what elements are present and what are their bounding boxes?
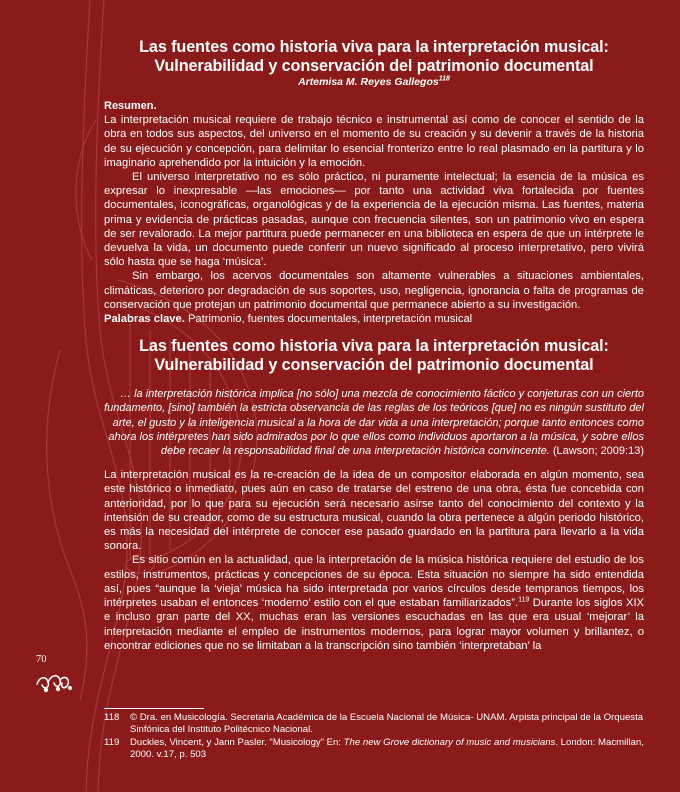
article-title: Las fuentes como historia viva para la interpretación musical: Vulnerabilidad y conservación del patrimonio documental bbox=[139, 38, 609, 75]
article-author bbox=[104, 76, 644, 89]
epigraph-citation: (Lawson; 2009:13) bbox=[552, 445, 644, 458]
author-name: Artemisa M. Reyes Gallegos bbox=[298, 76, 439, 88]
abstract-paragraph-1: La interpretación musical requiere de trabajo técnico e instrumental así como de conocer el sentido de la obra en todos sus aspectos, del universo en el momento de su creación y su devenir a través de la historia de su ejecución y concepción, para delimitar lo esencial fronterizo entre lo real plasmado en la partitura y lo imaginario aprehendido por la intuición y la emoción. bbox=[104, 114, 644, 169]
footnote-text: © Dra. en Musicología. Secretaria Académica de la Escuela Nacional de Música- UNAM. Arpista principal de la Orquesta Sinfónica del Instituto Politécnico Nacional. bbox=[130, 712, 644, 735]
footnote-text-end: . London: Macmillan, 2000. v.17, p. 503 bbox=[130, 737, 644, 760]
keywords-text: Patrimonio, fuentes documentales, interpretación musical bbox=[187, 313, 473, 326]
abstract-label: Resumen. bbox=[104, 100, 157, 112]
footnotes bbox=[104, 712, 644, 762]
author-footnote-ref[interactable]: 118 bbox=[438, 75, 450, 83]
abstract-paragraph-3: Sin embargo, los acervos documentales son altamente vulnerables a situaciones ambientales, climáticas, deterioro por degradación de sus soportes, uso, negligencia, ignorancia o falta de programas de conservación que protejan un patrimonio documental que permanece abierto a su investigación. bbox=[104, 270, 644, 311]
footnote-divider bbox=[104, 708, 204, 709]
section-title: Las fuentes como historia viva para la interpretación musical: Vulnerabilidad y conservación del patrimonio documental bbox=[139, 337, 609, 375]
article-content bbox=[104, 38, 644, 653]
footnote-ref-119[interactable]: 119 bbox=[518, 596, 530, 604]
footnote-text bbox=[130, 737, 644, 761]
body-paragraph-2-start: Es sitio común en la actualidad, que la interpretación de la música histórica requiere del estudio de los estilos, instrumentos, prácticas y concepciones de su época. Esta situación no siempre ha sido entendida así, pues “aunque la ‘vieja’ música ha sido interpretada por varios círculos desde tempranos tiempos, los intérpretes usaban el entonces ‘moderno’ estilo con el que estaban familiarizados”. bbox=[104, 554, 644, 610]
floral-ornament-icon bbox=[34, 670, 74, 694]
keywords-label: Palabras clave. bbox=[104, 313, 185, 326]
footnote-text-start: Duckles, Vincent, y Jann Pasler. “Musicology” En: bbox=[130, 737, 344, 748]
body-paragraph-2-end: Durante los siglos XIX e incluso gran parte del XX, muchas eran las versiones escuchadas en las que era usual ‘mejorar’ la interpretación mediante el empleo de instrumentos modernos, para lograr mayor volumen y brillantez, o encontrar ediciones que no se limitaban a la transcripción sino también ‘interpretaban’ la bbox=[104, 597, 645, 652]
keywords bbox=[104, 312, 644, 326]
epigraph bbox=[104, 387, 644, 458]
footnote-number: 118 bbox=[104, 712, 120, 723]
footnote-book-title: The new Grove dictionary of music and musicians bbox=[343, 737, 556, 748]
epigraph-text: … la interpretación histórica implica [no sólo] una mezcla de conocimiento fáctico y conjeturas con un cierto fundamento, [sino] también la estricta observancia de las reglas de los teóricos [que] no es ningún sustituto del arte, el gusto y la inteligencia musical a la hora de dar vida a una interpretación; porque tanto entonces como ahora los intérpretes han sido admirados por lo que ellos como individuos aportaron a la música, y sobre ellos debe recaer la responsabilidad final de una interpretación histórica convincente. bbox=[104, 388, 644, 458]
footnote-number: 119 bbox=[104, 737, 120, 748]
page-number: 70 bbox=[36, 654, 47, 665]
body-paragraph-2 bbox=[104, 553, 644, 652]
body-paragraph-1: La interpretación musical es la re-creación de la idea de un compositor elaborada en algún momento, sea este histórico o inmediato, pues aún en caso de tratarse del estreno de una obra, ésta fue concebida con anterioridad, por lo que para su ejecución será necesario asirse tanto del conocimiento del contexto y la intensión de su creador, como de su estructura musical, cuando la obra pertenece a algún periodo histórico, es más la necesidad del intérprete de conocer ese pasado guardado en la partitura para llevarlo a la vida sonora. bbox=[104, 469, 644, 553]
abstract-paragraph-2: El universo interpretativo no es sólo práctico, ni puramente intelectual; la esencia de la música es expresar lo inexpresable —las emociones— por tanto una actividad viva fortalecida por fuentes documentales, iconográficas, organológicas y de la experiencia de la ejecución misma. Las fuentes, materia prima y evidencia de prácticas pasadas, aunque con frecuencia silentes, son un patrimonio vivo en espera de ser revalorado. La mejor partitura puede permanecer en una biblioteca en espera de que un intérprete le devuelva la vida, un documento puede conferir un nuevo significado al proceso interpretativo, pero vivirá sólo hasta que se haga ‘música’. bbox=[104, 171, 644, 269]
footnote-119 bbox=[104, 737, 644, 761]
footnote-118 bbox=[104, 712, 644, 736]
